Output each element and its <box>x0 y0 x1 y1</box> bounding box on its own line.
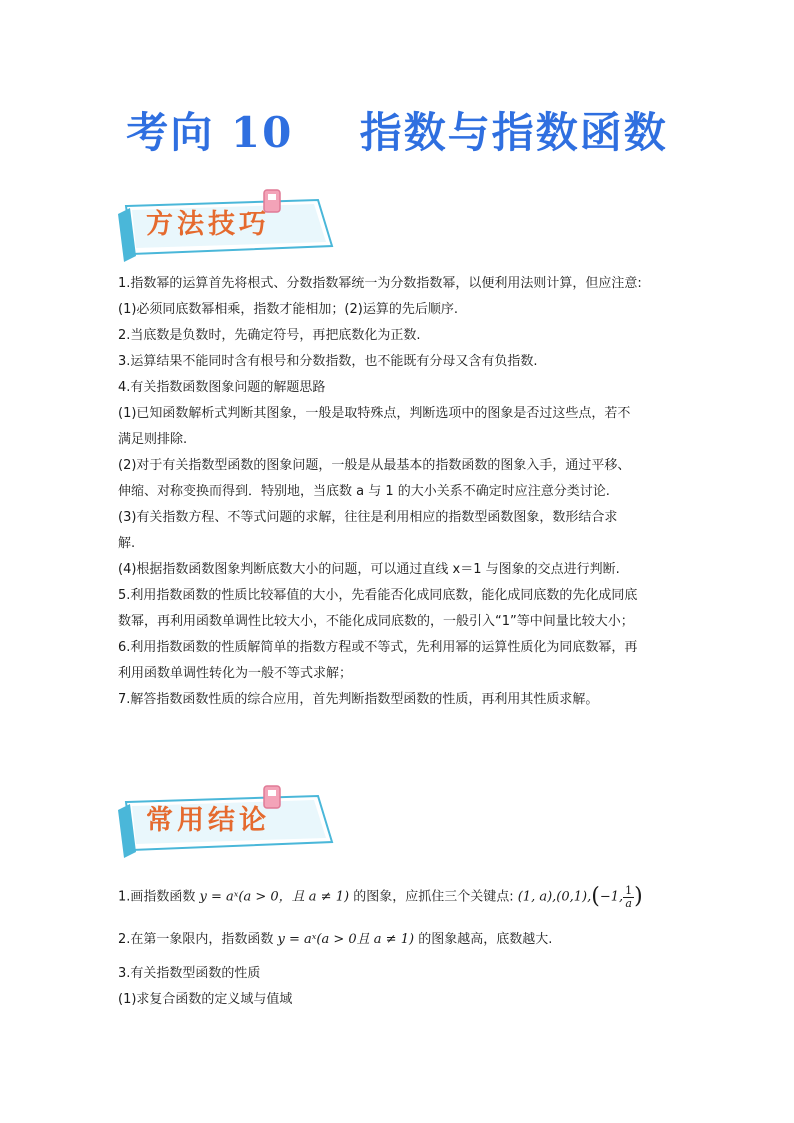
conclusion-item-2: 2.在第一象限内，指数函数 y = aˣ(a > 0且 a ≠ 1) 的图象越高，底数越大. <box>118 931 553 947</box>
conclusion-item-1: 1.画指数函数 y = aˣ(a > 0，且 a ≠ 1) 的图象，应抓住三个关键点: (1, a),(0,1),(−1, $\frac{1}{a}$ ) <box>118 883 643 910</box>
text-line: 7.解答指数函数性质的综合应用，首先判断指数型函数的性质，再利用其性质求解。 <box>118 692 599 707</box>
section-banner-methods <box>118 188 338 258</box>
text-line: (2)对于有关指数型函数的图象问题，一般是从最基本的指数函数的图象入手，通过平移、 <box>118 458 631 473</box>
fraction: $\frac{1}{a}$ <box>625 883 633 910</box>
text-line: 5.利用指数函数的性质比较幂值的大小，先看能否化成同底数，能化成同底数的先化成同底 <box>118 588 638 603</box>
text-line: (1)必须同底数幂相乘，指数才能相加；(2)运算的先后顺序. <box>118 302 458 317</box>
section-heading: 常用结论 <box>146 805 270 836</box>
text-line: 4.有关指数函数图象问题的解题思路 <box>118 380 326 395</box>
text-line: 利用函数单调性转化为一般不等式求解； <box>118 666 353 681</box>
text-line: 1.指数幂的运算首先将根式、分数指数幂统一为分数指数幂，以便利用法则计算，但应注意: <box>118 276 642 291</box>
conclusion-item-3: 3.有关指数型函数的性质 <box>118 965 261 981</box>
text-line: 数幂，再利用函数单调性比较大小，不能化成同底数的，一般引入“1”等中间量比较大小； <box>118 614 634 629</box>
methods-text <box>118 271 678 713</box>
text-line: (1)已知函数解析式判断其图象，一般是取特殊点，判断选项中的图象是否过这些点，若不 <box>118 406 631 421</box>
text-line: 解. <box>118 536 136 551</box>
text-line: 伸缩、对称变换而得到．特别地，当底数 a 与 1 的大小关系不确定时应注意分类讨论. <box>118 484 610 499</box>
conclusions-text <box>118 880 678 1013</box>
text-line: 3.运算结果不能同时含有根号和分数指数，也不能既有分母又含有负指数. <box>118 354 538 369</box>
text-line: (3)有关指数方程、不等式问题的求解，往往是利用相应的指数型函数图象，数形结合求 <box>118 510 618 525</box>
conclusion-item-3-sub: (1)求复合函数的定义域与值域 <box>118 991 293 1007</box>
text-line: 2.当底数是负数时，先确定符号，再把底数化为正数. <box>118 328 421 343</box>
section-heading: 方法技巧 <box>146 209 270 240</box>
page-title: 考向 10 指数与指数函数 <box>126 108 668 157</box>
text-line: 满足则排除. <box>118 432 188 447</box>
text-line: 6.利用指数函数的性质解简单的指数方程或不等式，先利用幂的运算性质化为同底数幂，再 <box>118 640 638 655</box>
section-banner-conclusions <box>118 784 338 854</box>
text-line: (4)根据指数函数图象判断底数大小的问题，可以通过直线 x＝1 与图象的交点进行判断. <box>118 562 620 577</box>
